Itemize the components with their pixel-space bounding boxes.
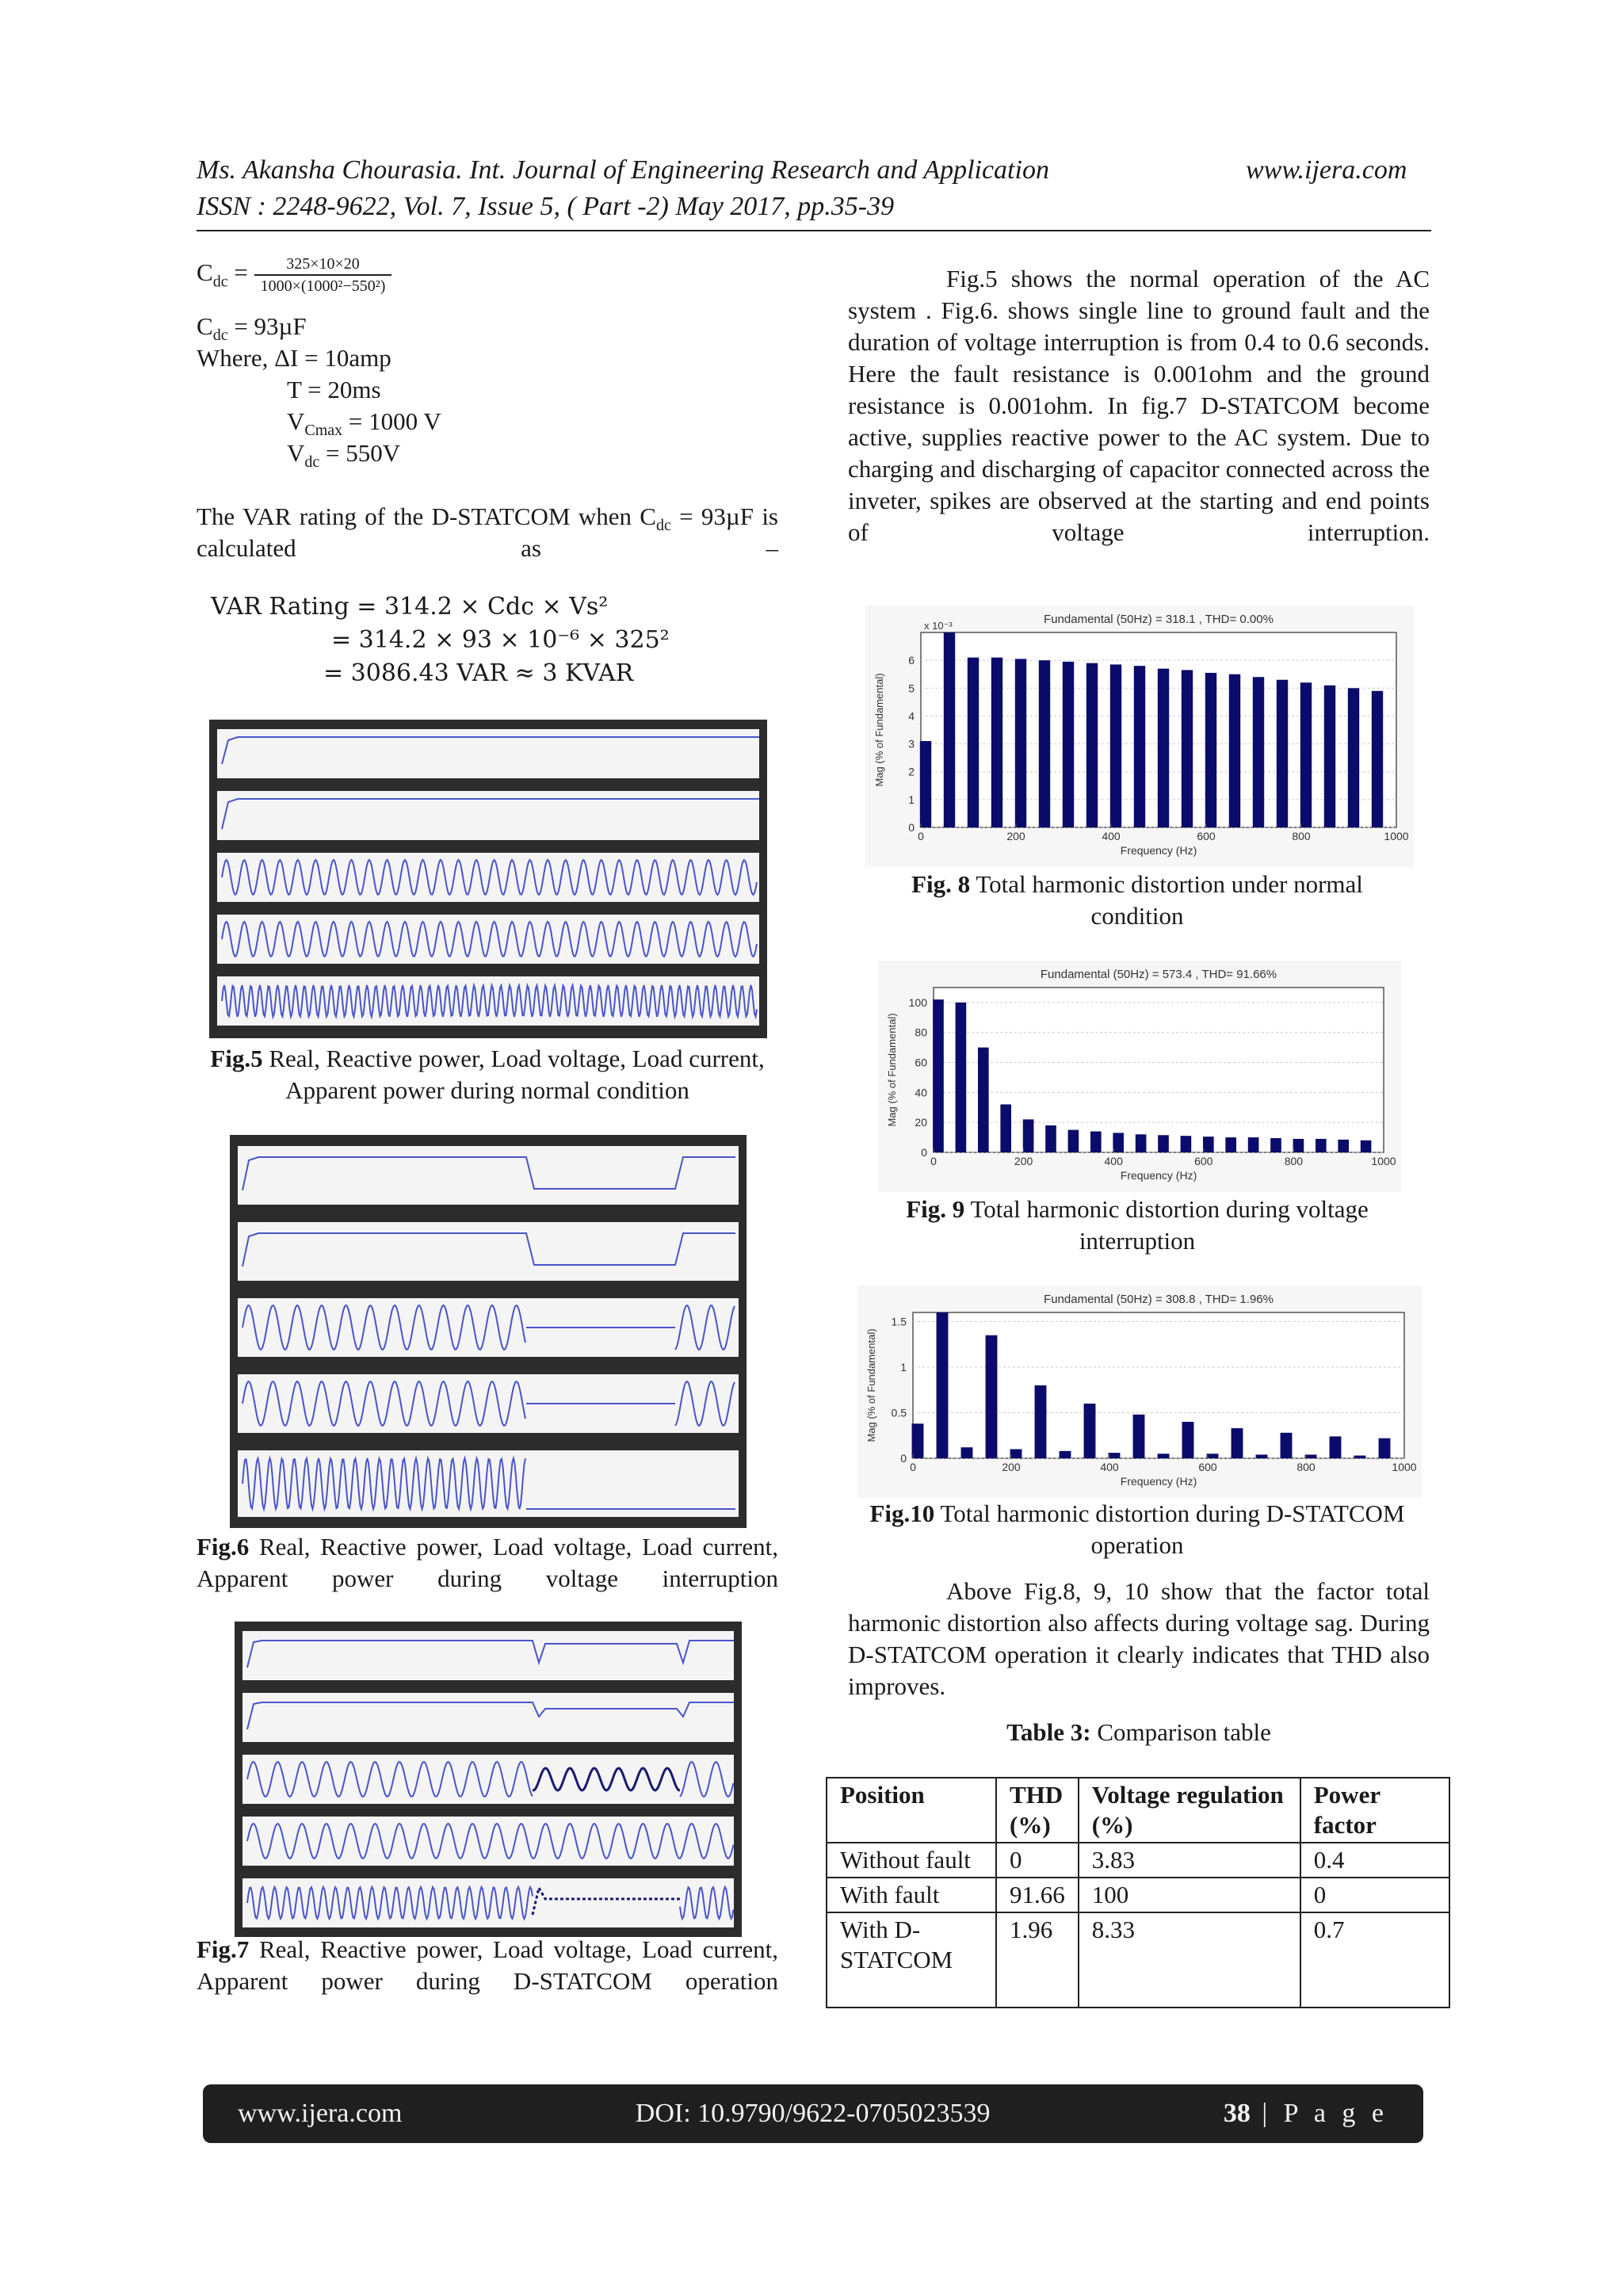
where-delta-i: Where, ΔI = 10amp: [197, 344, 391, 372]
figure-7-caption: Fig.7 Real, Reactive power, Load voltage, Load current, Apparent power during D-STATCOM operation: [197, 1935, 778, 1995]
table-header-cell: Position: [827, 1778, 996, 1843]
footer-doi[interactable]: DOI: 10.9790/9622-0705023539: [635, 2099, 991, 2128]
chart-bar: [1158, 1135, 1169, 1152]
chart-y-tick-label: 80: [915, 1026, 927, 1039]
chart-y-tick-label: 60: [915, 1056, 927, 1069]
chart-bar: [1361, 1140, 1372, 1152]
chart-title: Fundamental (50Hz) = 318.1 , THD= 0.00%: [1044, 613, 1274, 626]
chart-x-tick-label: 800: [1284, 1155, 1304, 1167]
chart-y-tick-label: 4: [908, 709, 915, 723]
chart-x-label: Frequency (Hz): [1120, 1475, 1197, 1488]
fig7-plot-reactive-power: [242, 1693, 734, 1742]
var-rating-line1: VAR Rating = 314.2 × Cdc × Vs²: [211, 593, 609, 621]
chart-x-tick-label: 400: [1100, 1461, 1119, 1473]
chart-bar: [1372, 691, 1383, 827]
chart-bar: [1182, 1422, 1194, 1458]
chart-x-tick-label: 0: [918, 830, 924, 842]
table-header-cell: THD (%): [996, 1778, 1079, 1843]
fig6-plot-load-voltage: [238, 1298, 739, 1357]
chart-bar: [1207, 1454, 1219, 1458]
figure-5-waveforms: [209, 720, 767, 1038]
table-header-cell: Power factor: [1300, 1778, 1449, 1843]
chart-bar: [1330, 1436, 1342, 1458]
chart-y-tick-label: 40: [915, 1086, 927, 1099]
chart-bar: [1229, 674, 1240, 827]
chart-x-tick-label: 1000: [1371, 1155, 1396, 1167]
chart-y-tick-label: 6: [908, 654, 915, 667]
table-cell: 0.7: [1300, 1912, 1449, 2008]
chart-bar: [1134, 666, 1145, 827]
figure-6-waveforms: [230, 1135, 747, 1528]
chart-y-tick-label: 0: [921, 1146, 927, 1159]
chart-y-tick-label: 1: [908, 793, 915, 806]
chart-bar: [1293, 1139, 1304, 1152]
fig5-plot-load-current: [217, 915, 759, 964]
fig5-plot-load-voltage: [217, 853, 759, 902]
chart-bar: [1305, 1454, 1317, 1458]
running-header-url[interactable]: www.ijera.com: [1246, 155, 1407, 185]
chart-x-tick-label: 1000: [1392, 1461, 1417, 1473]
fig6-plot-reactive-power: [238, 1222, 739, 1281]
table-cell: 3.83: [1079, 1843, 1300, 1878]
table-cell: 0: [1300, 1878, 1449, 1912]
fig5-plot-real-power: [217, 729, 759, 778]
var-rating-line3: = 3086.43 VAR ≈ 3 KVAR: [323, 659, 634, 687]
chart-bar: [1110, 664, 1121, 827]
chart-bar: [1133, 1415, 1145, 1458]
fig5-plot-apparent-power: [217, 976, 759, 1026]
chart-bar: [1090, 1132, 1102, 1152]
table-cell: Without fault: [827, 1843, 996, 1878]
table-header-cell: Voltage regulation (%): [1079, 1778, 1300, 1843]
chart-x-tick-label: 200: [1014, 1155, 1033, 1167]
chart-bar: [1281, 1433, 1293, 1458]
table-cell: 8.33: [1079, 1912, 1300, 2008]
chart-y-tick-label: 0.5: [891, 1406, 907, 1419]
chart-bar: [1109, 1453, 1121, 1458]
chart-bar: [1338, 1140, 1349, 1152]
chart-bar: [1225, 1137, 1236, 1152]
chart-bar: [1270, 1138, 1281, 1152]
comparison-table: [826, 1777, 1450, 2008]
cdc-result: $C_{dc} = 93\mu F$: [197, 312, 307, 345]
chart-x-tick-label: 200: [1002, 1461, 1021, 1473]
cdc-equation: $C_{dc}$ = $\frac{325\times 10\times 20}{\text{1000×(1000²−550²)}}$: [197, 254, 391, 296]
chart-y-tick-label: 100: [908, 995, 927, 1009]
chart-y-multiplier: x 10⁻³: [924, 620, 953, 632]
chart-bar: [1277, 680, 1288, 827]
chart-x-tick-label: 0: [930, 1155, 937, 1167]
chart-y-label: Mag (% of Fundamental): [886, 1013, 898, 1127]
chart-bar: [1256, 1454, 1268, 1458]
chart-x-tick-label: 400: [1102, 830, 1121, 842]
chart-bar: [1158, 669, 1169, 827]
table-cell: 0: [996, 1843, 1079, 1878]
figure-9-caption: Fig. 9 Total harmonic distortion during voltage interruption: [906, 1195, 1369, 1255]
fig7-scope-svg: [239, 1626, 737, 1932]
fig8-chart-svg: [865, 606, 1414, 867]
table-cell: 0.4: [1300, 1843, 1449, 1878]
table-cell: 100: [1079, 1878, 1300, 1912]
chart-bar: [933, 999, 944, 1152]
chart-bar: [1060, 1451, 1071, 1458]
footer-site-link[interactable]: www.ijera.com: [238, 2099, 403, 2128]
table-cell: With D-STATCOM: [827, 1912, 996, 2008]
fig5-plot-reactive-power: [217, 791, 759, 840]
chart-y-tick-label: 1: [900, 1361, 907, 1373]
chart-y-tick-label: 5: [908, 682, 915, 695]
chart-bar: [986, 1335, 998, 1458]
chart-bar: [1045, 1125, 1056, 1152]
table-cell: With fault: [827, 1878, 996, 1912]
chart-bar: [1205, 673, 1216, 827]
chart-bar: [1084, 1404, 1096, 1458]
chart-bar: [1354, 1456, 1366, 1458]
chart-bar: [1010, 1450, 1022, 1459]
chart-bar: [978, 1048, 989, 1152]
fig6-plot-real-power: [238, 1146, 739, 1205]
chart-y-tick-label: 1.5: [891, 1315, 907, 1328]
footer-page-number: 38 | P a g e: [1223, 2099, 1388, 2128]
chart-bar: [1182, 670, 1193, 827]
chart-bar: [1039, 660, 1050, 827]
chart-y-tick-label: 0: [900, 1452, 907, 1465]
table-row: [827, 1912, 1449, 2008]
chart-x-tick-label: 600: [1197, 830, 1216, 842]
chart-x-label: Frequency (Hz): [1120, 844, 1197, 857]
chart-bar: [1158, 1454, 1170, 1458]
vdc-value: $V_{dc} = 550V$: [287, 439, 401, 472]
figure-10-caption: Fig.10 Total harmonic distortion during D-STATCOM operation: [869, 1499, 1405, 1559]
cdc-fraction: $\frac{325\times 10\times 20}{\text{1000×(1000²−550²)}}$: [254, 254, 392, 296]
chart-bar: [1316, 1139, 1327, 1152]
fig10-chart-svg: [857, 1286, 1422, 1498]
figure-10-thd-chart: [857, 1286, 1422, 1498]
fig7-plot-load-current: [242, 1817, 734, 1866]
chart-bar: [1113, 1133, 1124, 1152]
chart-bar: [1348, 688, 1359, 827]
chart-x-tick-label: 800: [1292, 830, 1311, 842]
t-value: T = 20ms: [287, 376, 381, 403]
table-cell: 1.96: [996, 1912, 1079, 2008]
chart-bar: [1136, 1134, 1147, 1152]
chart-x-label: Frequency (Hz): [1120, 1169, 1197, 1182]
fig7-plot-real-power: [242, 1631, 734, 1680]
chart-bar: [944, 632, 955, 827]
chart-title: Fundamental (50Hz) = 573.4 , THD= 91.66%: [1040, 968, 1277, 981]
chart-y-tick-label: 20: [915, 1116, 927, 1129]
chart-bar: [1086, 663, 1098, 827]
running-header-issn: ISSN : 2248-9622, Vol. 7, Issue 5, ( Part -2) May 2017, pp.35-39: [197, 192, 895, 221]
fig6-scope-svg: [235, 1140, 742, 1523]
table-row: [827, 1843, 1449, 1878]
chart-title: Fundamental (50Hz) = 308.8 , THD= 1.96%: [1044, 1293, 1274, 1306]
running-header-journal: Ms. Akansha Chourasia. Int. Journal of Engineering Research and Application: [197, 155, 1049, 185]
table-cell: 91.66: [996, 1878, 1079, 1912]
chart-y-tick-label: 0: [908, 821, 915, 834]
chart-bar: [1035, 1385, 1047, 1458]
chart-bar: [1248, 1137, 1259, 1152]
fig5-scope-svg: [214, 724, 762, 1033]
figure-8-caption: Fig. 8 Total harmonic distortion under normal condition: [911, 870, 1363, 930]
fig6-plot-load-current: [238, 1374, 739, 1433]
chart-bar: [1379, 1438, 1391, 1458]
vcmax-value: $V_{Cmax} = 1000$ V: [287, 407, 441, 440]
chart-bar: [1000, 1104, 1011, 1152]
chart-bar: [1015, 659, 1026, 827]
chart-x-tick-label: 800: [1296, 1461, 1316, 1473]
var-rating-intro: The VAR rating of the D-STATCOM when $C_{dc} = 93\mu F$ is calculated as –: [197, 502, 778, 562]
chart-bar: [1068, 1130, 1079, 1152]
chart-bar: [1203, 1137, 1214, 1152]
figure-9-thd-chart: [878, 961, 1401, 1192]
chart-bar: [1300, 682, 1312, 827]
chart-y-tick-label: 3: [908, 737, 915, 751]
fig9-chart-svg: [878, 961, 1401, 1192]
chart-y-tick-label: 2: [908, 765, 915, 778]
table-header-row: [827, 1778, 1449, 1843]
chart-bar: [937, 1312, 949, 1458]
chart-bar: [1063, 662, 1074, 827]
chart-x-tick-label: 200: [1006, 830, 1025, 842]
header-rule: [197, 230, 1431, 231]
chart-bar: [956, 1003, 967, 1152]
chart-bar: [920, 741, 931, 827]
figure-8-thd-chart: [865, 606, 1414, 867]
page-footer: [203, 2084, 1423, 2143]
chart-bar: [961, 1447, 973, 1458]
right-paragraph-1: Fig.5 shows the normal operation of the AC system . Fig.6. shows single line to ground fault and the duration of voltage interruption is from 0.4 to 0.6 seconds. Here the fault resistance is 0.001ohm and the ground resistance is 0.001ohm. In fig.7 D-STATCOM become active, supplies reactive power to the AC system. Due to charging and discharging of capacitor connected across the inveter, spikes are observed at the starting and end points of voltage interruption.: [848, 265, 1430, 546]
chart-bar: [1023, 1119, 1034, 1152]
chart-bar: [1324, 686, 1335, 827]
chart-y-label: Mag (% of Fundamental): [873, 673, 885, 787]
chart-bar: [1232, 1428, 1243, 1458]
table-3-title: Table 3: Comparison table: [1006, 1718, 1271, 1746]
chart-bar: [968, 658, 979, 827]
var-rating-line2: = 314.2 × 93 × 10⁻⁶ × 325²: [331, 626, 670, 654]
chart-bar: [991, 658, 1002, 827]
chart-bar: [1253, 677, 1264, 827]
chart-bar: [1181, 1136, 1192, 1152]
fig6-plot-apparent-power: [238, 1450, 739, 1517]
figure-6-caption: Fig.6 Real, Reactive power, Load voltage, Load current, Apparent power during voltage interruption: [197, 1533, 778, 1592]
table-row: [827, 1878, 1449, 1912]
figure-5-caption: Fig.5 Real, Reactive power, Load voltage, Load current, Apparent power during normal condition: [210, 1045, 765, 1104]
chart-x-tick-label: 600: [1198, 1461, 1217, 1473]
chart-x-tick-label: 600: [1194, 1155, 1213, 1167]
right-paragraph-2: Above Fig.8, 9, 10 show that the factor total harmonic distortion also affects during voltage sag. During D-STATCOM operation it clearly indicates that THD also improves.: [848, 1577, 1430, 1700]
chart-y-label: Mag (% of Fundamental): [865, 1328, 877, 1442]
chart-x-tick-label: 0: [910, 1461, 916, 1473]
chart-bar: [912, 1423, 924, 1458]
chart-x-tick-label: 1000: [1384, 830, 1409, 842]
chart-x-tick-label: 400: [1104, 1155, 1123, 1167]
fig7-plot-load-voltage: [242, 1755, 734, 1804]
fig7-plot-apparent-power: [242, 1878, 734, 1927]
figure-7-waveforms: [235, 1622, 742, 1937]
